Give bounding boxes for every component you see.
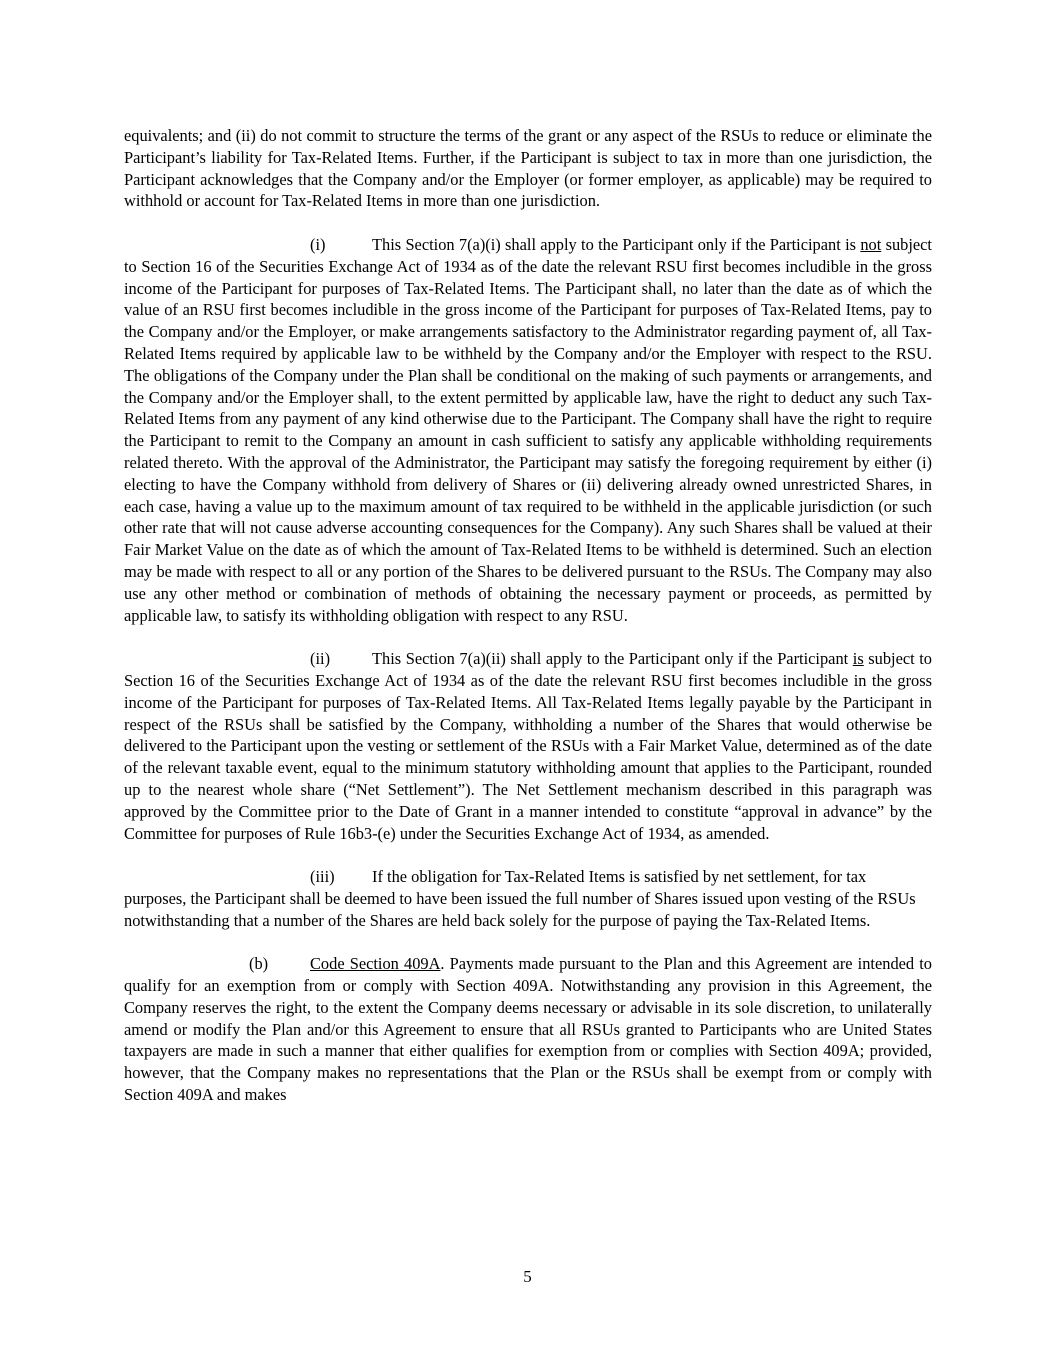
paragraph-body: subject to Section 16 of the Securities Exchange Act of 1934 as of the date the relevant RSU first becomes includible in the gross income of the Participant for purposes of Tax-Related Items. The Participant shall, no later than the date as of which the value of an RSU first becomes includible in the gross income of the Participant for purposes of Tax-Related Items, pay to the Company and/or the Employer, or make arrangements satisfactory to the Administrator regarding payment of, all Tax-Related Items required by applicable law to be withheld by the Company and/or the Employer with respect to the RSU. The obligations of the Company under the Plan shall be conditional on the making of such payments or arrangements, and the Company and/or the Employer shall, to the extent permitted by applicable law, have the right to deduct any such Tax-Related Items from any payment of any kind otherwise due to the Participant. The Company shall have the right to require the Participant to remit to the Company an amount in cash sufficient to satisfy any applicable withholding requirements related thereto. With the approval of the Administrator, the Participant may satisfy the foregoing requirement by either (i) electing to have the Company withhold from delivery of Shares or (ii) delivering already owned unrestricted Shares, in each case, having a value up to the maximum amount of tax required to be withheld in the applicable jurisdiction (or such other rate that will not cause adverse accounting consequences for the Company). Any such Shares shall be valued at their Fair Market Value on the date as of which the amount of Tax-Related Items to be withheld is determined. Such an election may be made with respect to all or any portion of the Shares to be delivered pursuant to the RSUs. The Company may also use any other method or combination of methods of obtaining the necessary payment or proceeds, as permitted by applicable law, to satisfy its withholding obligation with respect to any RSU. [124,234,932,625]
paragraph-7b [124,953,932,1106]
subsection-label: (i) [310,234,326,254]
paragraph-body: . Payments made pursuant to the Plan and this Agreement are intended to qualify for an exemption from or comply with Section 409A. Notwithstanding any provision in this Agreement, the Company reserves the right, to the extent the Company deems necessary or advisable in its sole discretion, to unilaterally amend or modify the Plan and/or this Agreement to ensure that all RSUs granted to Participants who are United States taxpayers are made in such a manner that either qualifies for exemption from or complies with Section 409A; provided, however, that the Company makes no representations that the Plan or the RSUs shall be exempt from or comply with Section 409A and makes [124,954,932,1105]
subsection-label: (iii) [310,867,335,887]
paragraph-body: If the obligation for Tax-Related Items is satisfied by net settlement, for tax purposes, the Participant shall be deemed to have been issued the full number of Shares issued upon vesting of the RSUs notwithstanding that a number of the Shares are held back solely for the purpose of paying the Tax-Related Items. [124,867,916,930]
paragraph-7a-i [124,234,932,626]
paragraph-7a-iii [124,866,932,931]
page-number: 5 [523,1267,532,1286]
subsection-label: (ii) [310,649,331,669]
underlined-emphasis: not [860,234,882,254]
paragraph-continuation: equivalents; and (ii) do not commit to structure the terms of the grant or any aspect of the RSUs to reduce or eliminate the Participant’s liability for Tax-Related Items. Further, if the Participant is subject to tax in more than one jurisdiction, the Participant acknowledges that the Company and/or the Employer (or former employer, as applicable) may be required to withhold or account for Tax-Related Items in more than one jurisdiction. [124,126,932,211]
section-label: (b) [249,954,269,974]
paragraph-lead: This Section 7(a)(ii) shall apply to the Participant only if the Participant [372,649,853,669]
section-heading: Code Section 409A [310,954,441,974]
paragraph-lead: This Section 7(a)(i) shall apply to the Participant only if the Participant is [372,234,861,254]
underlined-emphasis: is [852,649,864,669]
document-page [124,125,932,1128]
paragraph-body: subject to Section 16 of the Securities Exchange Act of 1934 as of the date the relevant RSU first becomes includible in the gross income of the Participant for purposes of Tax-Related Items. All Tax-Related Items legally payable by the Participant in respect of the RSUs shall be satisfied by the Company, withholding a number of the Shares that would otherwise be delivered to the Participant upon the vesting or settlement of the RSUs with a Fair Market Value, determined as of the date of the relevant taxable event, equal to the minimum statutory withholding amount that applies to the Participant, rounded up to the nearest whole share (“Net Settlement”). The Net Settlement mechanism described in this paragraph was approved by the Committee prior to the Date of Grant in a manner intended to constitute “approval in advance” by the Committee for purposes of Rule 16b3-(e) under the Securities Exchange Act of 1934, as amended. [124,649,932,843]
paragraph-7a-ii [124,648,932,844]
